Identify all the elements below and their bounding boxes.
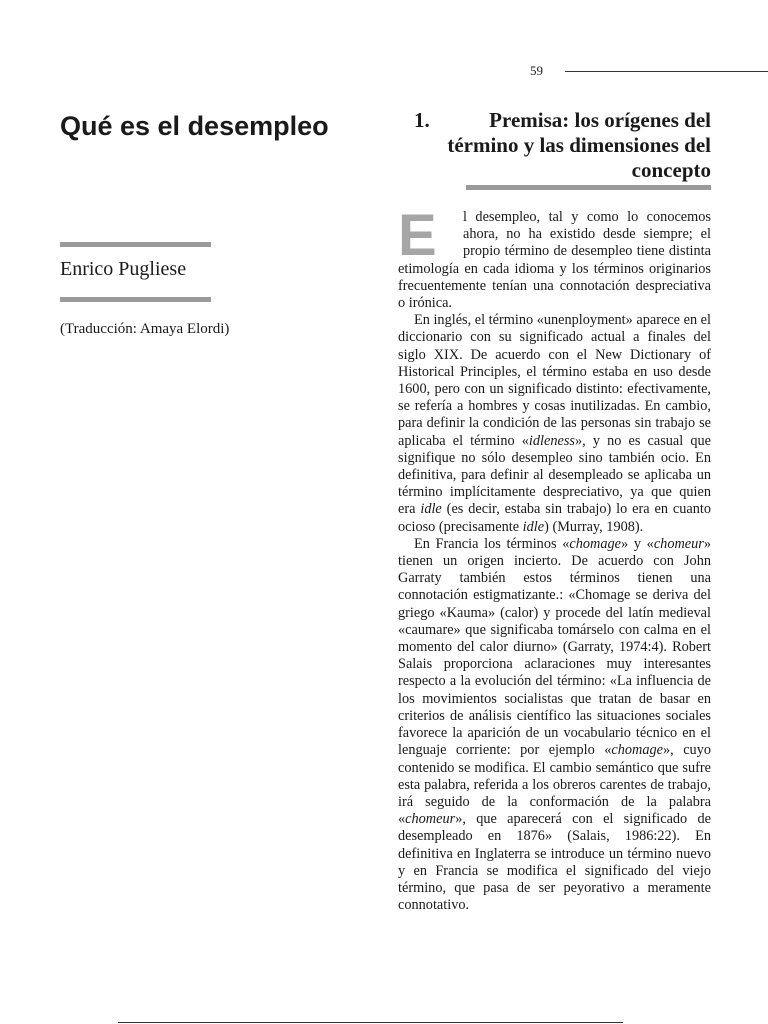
text-run: », que aparecerá con el significado de desempleado en 1876» (Salais, 1986:22). En definitiva en Inglaterra se introduce un término nuevo y en Francia se modifica el significado del viejo término, que pasa de ser peyorativo a meramente connotativo.	[398, 811, 711, 914]
drop-cap-letter: E	[398, 203, 437, 268]
article-title: Qué es el desempleo	[60, 111, 329, 141]
footer-rule	[118, 1022, 623, 1023]
translation-credit: (Traducción: Amaya Elordi)	[60, 321, 230, 337]
author-rule-bottom	[60, 297, 211, 302]
paragraph-3	[398, 536, 711, 914]
italic-term: chomeur	[405, 811, 456, 828]
italic-term: chomage	[569, 535, 621, 552]
italic-term: idle	[522, 518, 545, 535]
paragraph-2	[398, 312, 711, 536]
header-rule	[565, 71, 768, 72]
paragraph-1: l desempleo, tal y como lo conocemos ahora, no ha existido desde siempre; el propio término de desempleo tiene distinta etimología en cada idioma y los términos originarios frecuentemente tenían una connotación despreciativa o irónica.	[398, 209, 711, 312]
text-run: (es decir, estaba sin trabajo) lo era en cuanto ocioso (precisamente	[398, 501, 712, 535]
section-rule	[466, 185, 711, 190]
section-title: Premisa: los orígenes del término y las dimensiones del concepto	[447, 108, 711, 182]
author-name: Enrico Pugliese	[60, 258, 187, 280]
text-run: En Francia los términos «	[414, 535, 570, 552]
italic-term: idleness	[528, 432, 575, 449]
drop-cap	[398, 203, 455, 268]
author-rule-top	[60, 242, 211, 247]
section-number: 1.	[414, 108, 430, 132]
body-text	[398, 203, 712, 914]
text-run: En inglés, el término «unenployment» aparece en el diccionario con su significado actual a finales del siglo XIX. De acuerdo con el New Dictionary of Historical Principles, el término estaba en uso desde 1600, pero con un significado distinto: efectivamente, se refería a hombres y cosas inutilizadas. En cambio, para definir la condición de las personas sin trabajo se aplicaba el término «	[398, 312, 711, 449]
text-run: ) (Murray, 1908).	[544, 518, 644, 535]
page-number: 59	[530, 63, 543, 78]
italic-term: idle	[420, 501, 442, 518]
article-title-block	[60, 108, 360, 144]
text-run: » tienen un origen incierto. De acuerdo con John Garraty también estos términos tienen una connotación estigmatizante.: «Chomage se deriva del griego «Kauma» (calor) y procede del latín medieval «caumare» que significaba tomárselo con calma en el momento del calor diurno» (Garraty, 1974:4). Robert Salais proporciona aclaraciones muy interesantes respecto a la evolución del término: «La influencia de los movimientos socialistas que tratan de basar en criterios de análisis científico las situaciones sociales favorece la aparición de un vocabulario técnico en el lenguaje corriente: por ejemplo «	[398, 535, 712, 759]
text-run: » y «	[621, 535, 654, 552]
italic-term: chomeur	[653, 535, 704, 552]
text-run: », cuyo contenido se modifica. El cambio semántico que sufre esta palabra, referida a los obreros carentes de trabajo, irá seguido de la conformación de la palabra «	[398, 742, 711, 828]
section-heading	[414, 108, 711, 183]
text-run: », y no es casual que signifique no sólo desempleo sino también ocio. En definitiva, para definir al desempleado se aplicaba un término implícitamente despreciativo, ya que quien era	[398, 432, 712, 518]
italic-term: chomage	[611, 742, 663, 759]
